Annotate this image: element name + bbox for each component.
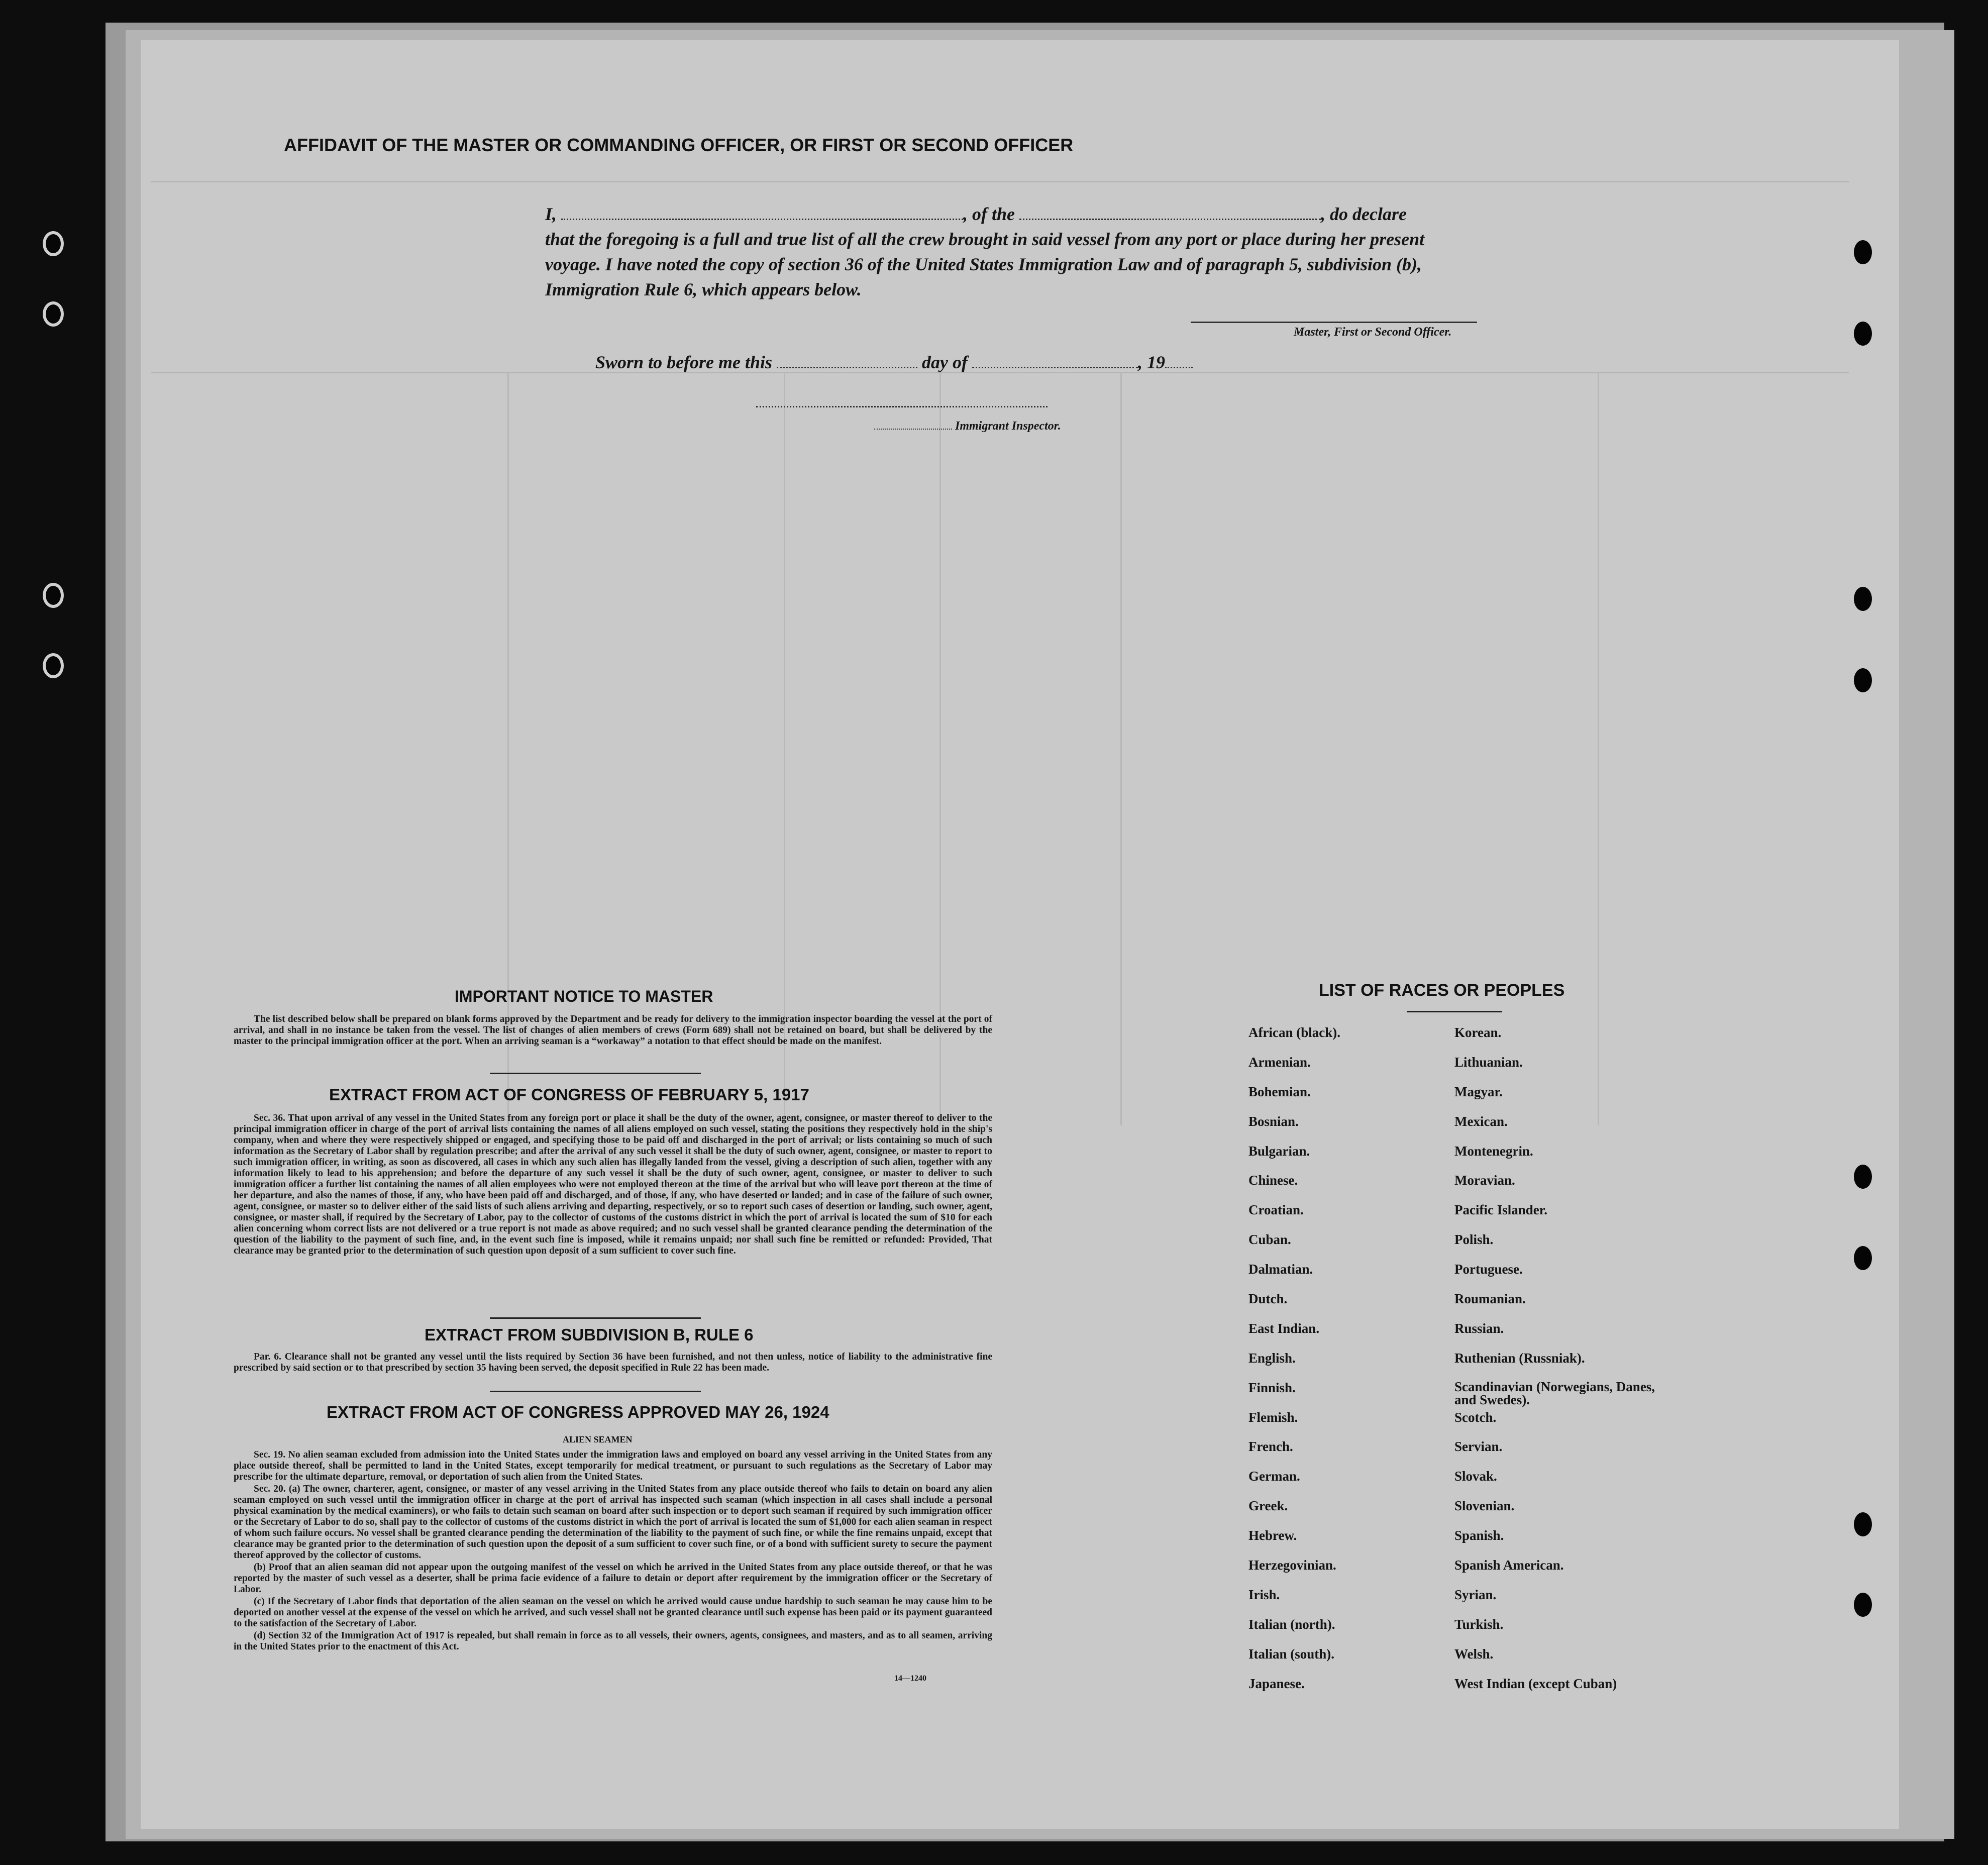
race-item: Servian. (1454, 1439, 1503, 1455)
bleed-through-column (507, 372, 509, 1125)
par6-paragraph: Par. 6. Clearance shall not be granted any vessel until the lists required by Section 36 have been furnished, and not then unless, notice of liability to the administrative fine prescribed by said section or to that prescribed by section 35 having been served, the deposit specified in Rule 22 has been made. (234, 1352, 992, 1373)
bleed-through-rule (151, 181, 1849, 182)
race-item: Turkish. (1454, 1616, 1504, 1632)
sworn-month-blank[interactable] (972, 367, 1138, 368)
punch-hole-icon (1854, 587, 1872, 611)
affidavit-line-4: Immigration Rule 6, which appears below. (545, 279, 862, 299)
race-item: Hebrew. (1248, 1528, 1297, 1543)
sec36-paragraph: Sec. 36. That upon arrival of any vessel in the United States from any foreign port or place it shall be the duty of the owner, agent, consignee, or master thereof to deliver to the principal immigration officer in charge of the port of arrival lists containing the names of all aliens employed on such vessel, stating the positions they respectively hold in the ship's company, when and where they were respectively shipped or engaged, and specifying those to be paid off and discharged in the port of arrival; or lists containing so much of such information as the Secretary of Labor shall by regulation prescribe; and after the arrival of any such vessel it shall be the duty of such owner, agent, consignee, or master to report to such immigration officer, in writing, as soon as discovered, all cases in which any such alien has illegally landed from the vessel, giving a description of such alien, together with any information likely to lead to his apprehension; and before the departure of any such vessel it shall be the duty of such owner, agent, consignee, or master to deliver to such immigration officer a further list containing the names of all alien employees who were not employed thereon at the time of the arrival but who will leave port thereon at the time of her departure, and also the names of those, if any, who have been paid off and discharged, and of those, if any, who have deserted or landed; and in case of the failure of such owner, agent, consignee, or master so to deliver either of the said lists of such aliens arriving and departing, respectively, or so to report such cases of desertion or landing, such owner, agent, consignee, or master shall, if required by the Secretary of Labor, pay to the collector of customs of the customs district in which the port of arrival is located the sum of $10 for each alien concerning whom correct lists are not delivered or a true report is not made as above required; and no such vessel shall be granted clearance pending the determination of the question of the liability to the payment of such fine, and, in the event such fine is imposed, while it remains unpaid; nor shall such fine be remitted or refunded: Provided, That clearance may be granted prior to the determination of such question upon deposit of a sum sufficient to cover such fine. (234, 1113, 992, 1256)
race-item: West Indian (except Cuban) (1454, 1676, 1617, 1691)
sec20d-paragraph: (d) Section 32 of the Immigration Act of 1917 is repealed, but shall remain in force as to all vessels, their owners, agents, consignees, and masters, and as to all seamen, arriving in the United States prior to the enactment of this Act. (234, 1630, 992, 1652)
race-item: Italian (south). (1248, 1646, 1335, 1662)
extract-rule6-title: EXTRACT FROM SUBDIVISION B, RULE 6 (425, 1325, 754, 1344)
race-item: Herzegovinian. (1248, 1558, 1336, 1573)
affidavit-of-the: , of the (963, 204, 1015, 224)
race-item: English. (1248, 1350, 1296, 1366)
race-item: Roumanian. (1454, 1291, 1526, 1307)
race-item: Spanish. (1454, 1528, 1504, 1543)
race-item: Syrian. (1454, 1587, 1497, 1602)
race-item: Dalmatian. (1248, 1262, 1313, 1277)
notice-body (234, 1014, 992, 1048)
race-item: Ruthenian (Russniak). (1454, 1350, 1585, 1366)
race-item: Scotch. (1454, 1409, 1497, 1425)
affidavit-declare: , do declare (1321, 204, 1407, 224)
sec19-paragraph: Sec. 19. No alien seaman excluded from admission into the United States under the immigration laws and employed on board any vessel arriving in the United States from any place outside thereof, shall be permitted to land in the United States, except temporarily for medical treatment, or pursuant to such regulations as the Secretary of Labor may prescribe for the ultimate departure, removal, or deportation of such alien from the United States. (234, 1449, 992, 1482)
race-item: Montenegrin. (1454, 1143, 1533, 1159)
race-item: Korean. (1454, 1025, 1502, 1040)
sworn-prefix: Sworn to before me this (595, 352, 773, 372)
binder-ring-icon (43, 301, 64, 327)
affidavit-i: I, (545, 204, 557, 224)
bleed-through-column (1598, 372, 1599, 1125)
extract-1924-title: EXTRACT FROM ACT OF CONGRESS APPROVED MAY 26, 1924 (327, 1403, 829, 1421)
race-item: Flemish. (1248, 1409, 1298, 1425)
affidavit-line-1 (545, 203, 1407, 225)
section-divider (490, 1391, 701, 1392)
race-item: Slovenian. (1454, 1498, 1515, 1514)
punch-hole-icon (1854, 1246, 1872, 1270)
punch-hole-icon (1854, 668, 1872, 692)
inspector-label-text: Immigrant Inspector. (955, 420, 1061, 433)
binder-ring-icon (43, 583, 64, 608)
race-item: Japanese. (1248, 1676, 1305, 1691)
master-signature-label: Master, First or Second Officer. (1294, 326, 1452, 339)
form-number: 14—1240 (894, 1674, 926, 1683)
name-blank[interactable] (561, 219, 963, 220)
race-item: Welsh. (1454, 1646, 1494, 1662)
sworn-line (595, 352, 1193, 373)
extract-1917-body (234, 1113, 992, 1258)
inspector-label (874, 420, 1061, 433)
races-title: LIST OF RACES OR PEOPLES (1319, 981, 1565, 1000)
binder-ring-icon (43, 231, 64, 256)
punch-hole-icon (1854, 1165, 1872, 1189)
race-item: Finnish. (1248, 1380, 1296, 1395)
sworn-year-blank[interactable] (1165, 367, 1193, 368)
race-item: Lithuanian. (1454, 1054, 1523, 1070)
notice-paragraph: The list described below shall be prepared on blank forms approved by the Department and be ready for delivery to the immigration inspector boarding the vessel at the port of arrival, and shall in no instance be taken from the vessel. The list of changes of alien members of crews (Form 689) shall not be retained on board, but shall be delivered by the master to the principal immigration officer at the port. When an arriving seaman is a “workaway” a notation to that effect should be made on the manifest. (234, 1014, 992, 1047)
bleed-through-column (784, 372, 785, 1125)
sworn-day-blank[interactable] (777, 367, 917, 368)
affidavit-line-2: that the foregoing is a full and true list of all the crew brought in said vessel from any port or place during her present (545, 229, 1425, 249)
race-item: Spanish American. (1454, 1558, 1564, 1573)
race-item: Chinese. (1248, 1173, 1298, 1188)
punch-hole-icon (1854, 1512, 1872, 1536)
race-item: Magyar. (1454, 1084, 1503, 1099)
race-item: Mexican. (1454, 1113, 1508, 1129)
alien-seamen-subtitle: ALIEN SEAMEN (563, 1434, 633, 1444)
bleed-through-column (939, 372, 941, 1125)
extract-rule6-body (234, 1352, 992, 1375)
race-item: Croatian. (1248, 1202, 1304, 1218)
race-item: Moravian. (1454, 1173, 1515, 1188)
inspector-signature-line[interactable] (756, 406, 1048, 407)
race-item: Italian (north). (1248, 1616, 1335, 1632)
inspector-dots (874, 429, 952, 430)
race-item: Bosnian. (1248, 1113, 1299, 1129)
sworn-day-of: day of (922, 352, 968, 372)
sec20c-paragraph: (c) If the Secretary of Labor finds that deportation of the alien seaman on the vessel on which he arrived would cause undue hardship to such seaman he may cause him to be deported on another vessel at the expense of the vessel on which he arrived, and such vessel shall not be granted clearance until such expense has been paid or its payment guaranteed to the satisfaction of the Secretary of Labor. (234, 1596, 992, 1629)
races-left-column (1248, 1025, 1340, 1705)
race-item: Bulgarian. (1248, 1143, 1310, 1159)
race-item: Portuguese. (1454, 1262, 1523, 1277)
race-item: German. (1248, 1469, 1300, 1484)
race-item: Cuban. (1248, 1232, 1291, 1248)
extract-1917-title: EXTRACT FROM ACT OF CONGRESS OF FEBRUARY 5, 1917 (329, 1085, 809, 1104)
notice-title: IMPORTANT NOTICE TO MASTER (455, 987, 713, 1005)
affidavit-title: AFFIDAVIT OF THE MASTER OR COMMANDING OFFICER, OR FIRST OR SECOND OFFICER (284, 135, 1074, 155)
affidavit-line-3: voyage. I have noted the copy of section 36 of the United States Immigration Law and of paragraph 5, subdivision (b), (545, 254, 1422, 274)
race-item: Dutch. (1248, 1291, 1288, 1307)
race-item: French. (1248, 1439, 1293, 1455)
race-item: Scandinavian (Norwegians, Danes, and Swedes). (1454, 1379, 1655, 1407)
section-divider (490, 1317, 701, 1319)
sec20b-paragraph: (b) Proof that an alien seaman did not appear upon the outgoing manifest of the vessel on which he arrived in the United States from any place outside thereof, or that he was reported by the master of such vessel as a deserter, shall be prima facie evidence of a failure to detain or deport after requirement by the immigration officer or the Secretary of Labor. (234, 1562, 992, 1595)
bleed-through-column (1120, 372, 1122, 1125)
race-item: Bohemian. (1248, 1084, 1311, 1099)
race-item: East Indian. (1248, 1320, 1320, 1336)
race-item: Russian. (1454, 1320, 1504, 1336)
race-item: Greek. (1248, 1498, 1288, 1514)
position-blank[interactable] (1019, 219, 1321, 220)
section-divider (490, 1073, 701, 1074)
punch-hole-icon (1854, 1593, 1872, 1617)
punch-hole-icon (1854, 322, 1872, 346)
race-item: Polish. (1454, 1232, 1494, 1248)
race-item: Pacific Islander. (1454, 1202, 1547, 1218)
master-signature-line[interactable] (1191, 322, 1477, 323)
races-divider (1407, 1011, 1502, 1012)
race-item: Armenian. (1248, 1054, 1311, 1070)
extract-1924-body (234, 1449, 992, 1653)
sworn-year: , 19 (1138, 352, 1166, 372)
race-item: Slovak. (1454, 1469, 1497, 1484)
binder-ring-icon (43, 653, 64, 678)
races-right-column (1454, 1025, 1665, 1705)
race-item: African (black). (1248, 1025, 1340, 1040)
punch-hole-icon (1854, 240, 1872, 264)
sec20a-paragraph: Sec. 20. (a) The owner, charterer, agent, consignee, or master of any vessel arriving in the United States from any place outside thereof who fails to detain on board any alien seaman employed on such vessel until the immigration officer in charge at the port of arrival has inspected such seaman (which inspection in all cases shall include a personal physical examination by the medical examiners), or who fails to detain such seaman on board after such inspection or to deport such seaman if required by such immigration officer or the Secretary of Labor to do so, shall pay to the collector of customs of the customs district in which the port of arrival is located the sum of $1,000 for each alien seaman in respect of whom such failure occurs. No vessel shall be granted clearance pending the determination of the liability to the payment of such fine, or while the fine remains unpaid, except that clearance may be granted prior to the determination of such question upon the deposit of a sum sufficient to cover such fine, or of a bond with sufficient surety to secure the payment thereof approved by the collector of customs. (234, 1484, 992, 1561)
race-item: Irish. (1248, 1587, 1280, 1602)
